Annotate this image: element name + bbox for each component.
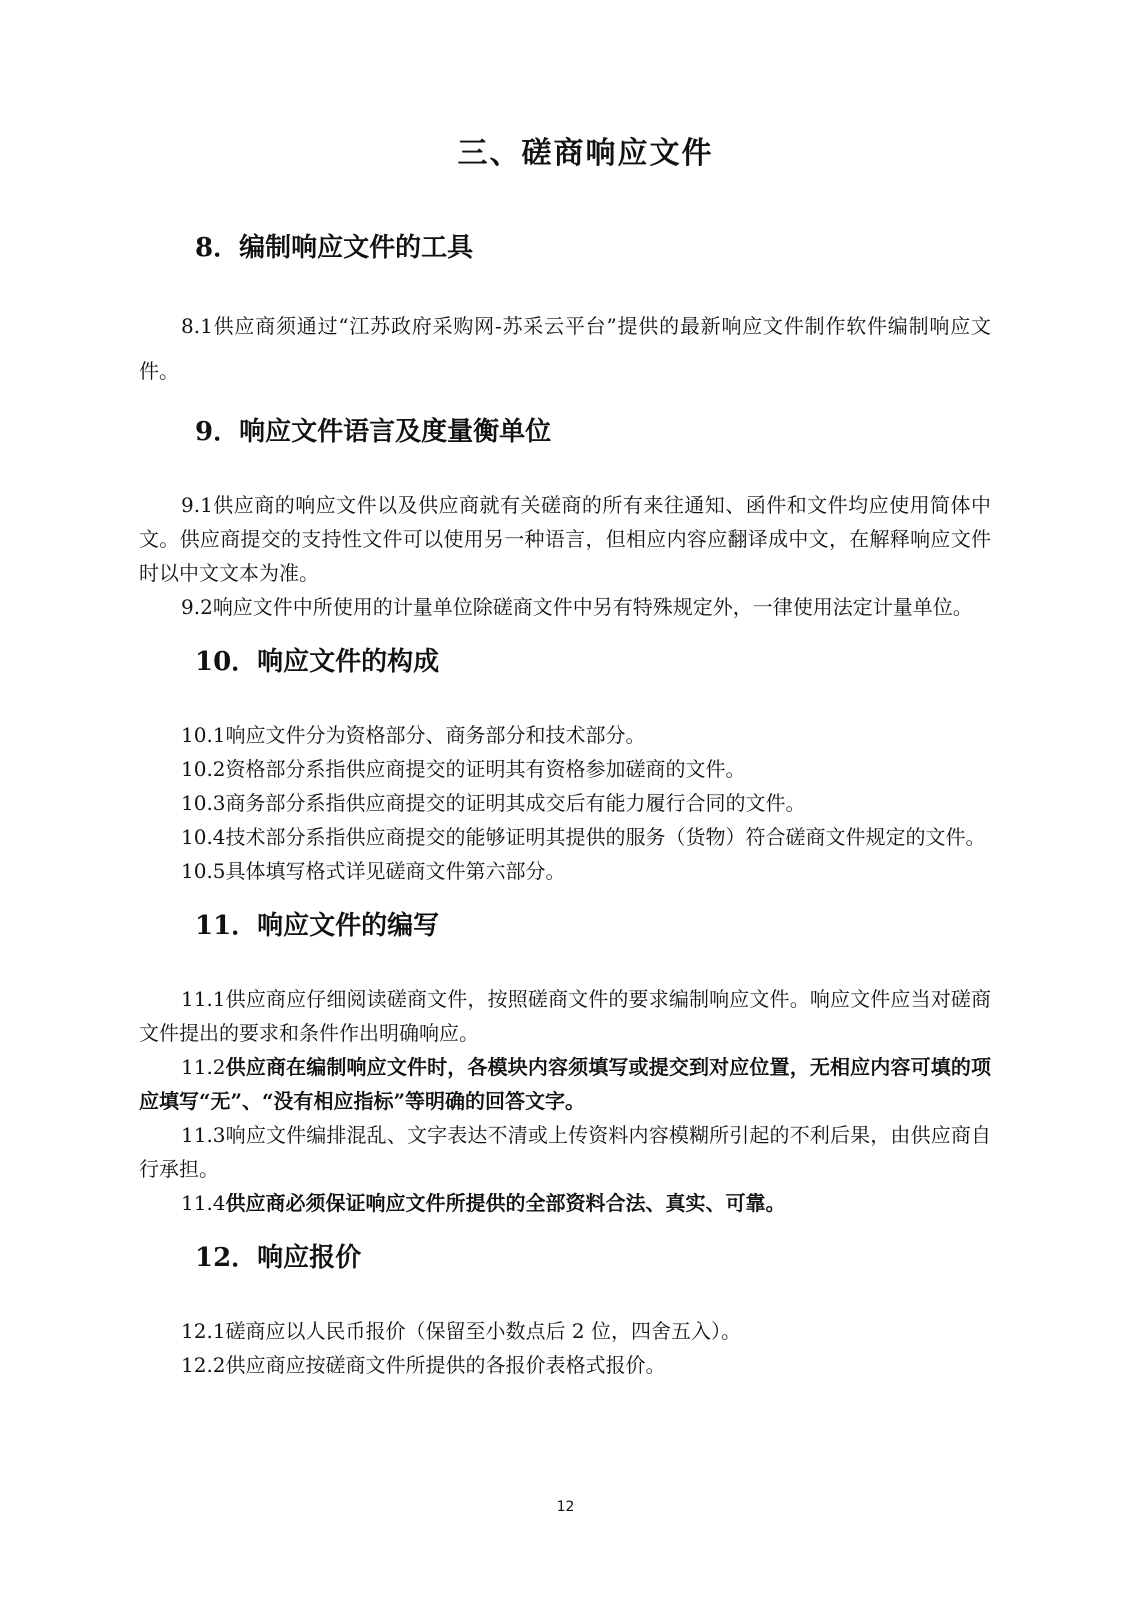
clause-10-4 — [139, 820, 991, 854]
clause-text: 供应商应仔细阅读磋商文件，按照磋商文件的要求编制响应文件。响应文件应当对磋商文件提出的要求和条件作出明确响应。 — [139, 987, 991, 1045]
clause-12-1 — [139, 1314, 991, 1348]
clause-10-5 — [139, 854, 991, 888]
clause-10-3 — [139, 786, 991, 820]
clause-text: 供应商应按磋商文件所提供的各报价表格式报价。 — [225, 1353, 666, 1377]
clause-text: 资格部分系指供应商提交的证明其有资格参加磋商的文件。 — [225, 757, 746, 781]
clause-8-1 — [139, 304, 991, 394]
clause-10-1 — [139, 718, 991, 752]
clause-number: 10.3 — [181, 791, 226, 815]
clause-text: 技术部分系指供应商提交的能够证明其提供的服务（货物）符合磋商文件规定的文件。 — [225, 825, 986, 849]
clause-text: 供应商的响应文件以及供应商就有关磋商的所有来往通知、函件和文件均应使用简体中文。供应商提交的支持性文件可以使用另一种语言，但相应内容应翻译成中文，在解释响应文件时以中文文本为准。 — [139, 493, 991, 585]
clause-9-1 — [139, 488, 991, 590]
clause-11-2 — [139, 1050, 991, 1118]
clause-text: 具体填写格式详见磋商文件第六部分。 — [225, 859, 566, 883]
clause-text: 商务部分系指供应商提交的证明其成交后有能力履行合同的文件。 — [225, 791, 806, 815]
clause-number: 9.2 — [181, 595, 213, 619]
clause-number: 11.1 — [181, 987, 226, 1011]
clause-number: 11.4 — [181, 1191, 226, 1215]
document-body — [139, 214, 991, 1382]
clause-number: 12.1 — [181, 1319, 226, 1343]
clause-number: 10.2 — [181, 757, 226, 781]
clause-text: 响应文件中所使用的计量单位除磋商文件中另有特殊规定外，一律使用法定计量单位。 — [212, 595, 973, 619]
clause-11-4 — [139, 1186, 991, 1220]
clause-number: 11.3 — [181, 1123, 226, 1147]
page-number: 12 — [556, 1499, 575, 1515]
section-heading-10: 10．响应文件的构成 — [195, 647, 440, 677]
page-title: 三、磋商响应文件 — [457, 136, 714, 171]
clause-number: 10.1 — [181, 723, 226, 747]
clause-number: 9.1 — [181, 493, 213, 517]
clause-text: 供应商在编制响应文件时，各模块内容须填写或提交到对应位置，无相应内容可填的项应填写“无”、“没有相应指标”等明确的回答文字。 — [139, 1055, 991, 1113]
clause-10-2 — [139, 752, 991, 786]
clause-number: 10.4 — [181, 825, 226, 849]
section-heading-11: 11．响应文件的编写 — [195, 911, 440, 941]
section-heading-12: 12．响应报价 — [195, 1243, 362, 1273]
clause-number: 10.5 — [181, 859, 226, 883]
clause-9-2 — [139, 590, 991, 624]
clause-11-1 — [139, 982, 991, 1050]
clause-text: 供应商须通过“江苏政府采购网-苏采云平台”提供的最新响应文件制作软件编制响应文件。 — [139, 314, 991, 383]
clause-number: 11.2 — [181, 1055, 226, 1079]
section-heading-8: 8．编制响应文件的工具 — [195, 233, 474, 263]
clause-12-2 — [139, 1348, 991, 1382]
clause-number: 12.2 — [181, 1353, 226, 1377]
section-heading-9: 9．响应文件语言及度量衡单位 — [195, 417, 552, 447]
clause-text: 响应文件分为资格部分、商务部分和技术部分。 — [225, 723, 646, 747]
clause-11-3 — [139, 1118, 991, 1186]
clause-number: 8.1 — [181, 314, 213, 338]
clause-text: 响应文件编排混乱、文字表达不清或上传资料内容模糊所引起的不利后果，由供应商自行承担。 — [139, 1123, 991, 1181]
clause-text: 供应商必须保证响应文件所提供的全部资料合法、真实、可靠。 — [225, 1191, 786, 1215]
clause-text: 磋商应以人民币报价（保留至小数点后 2 位，四舍五入）。 — [225, 1319, 741, 1343]
